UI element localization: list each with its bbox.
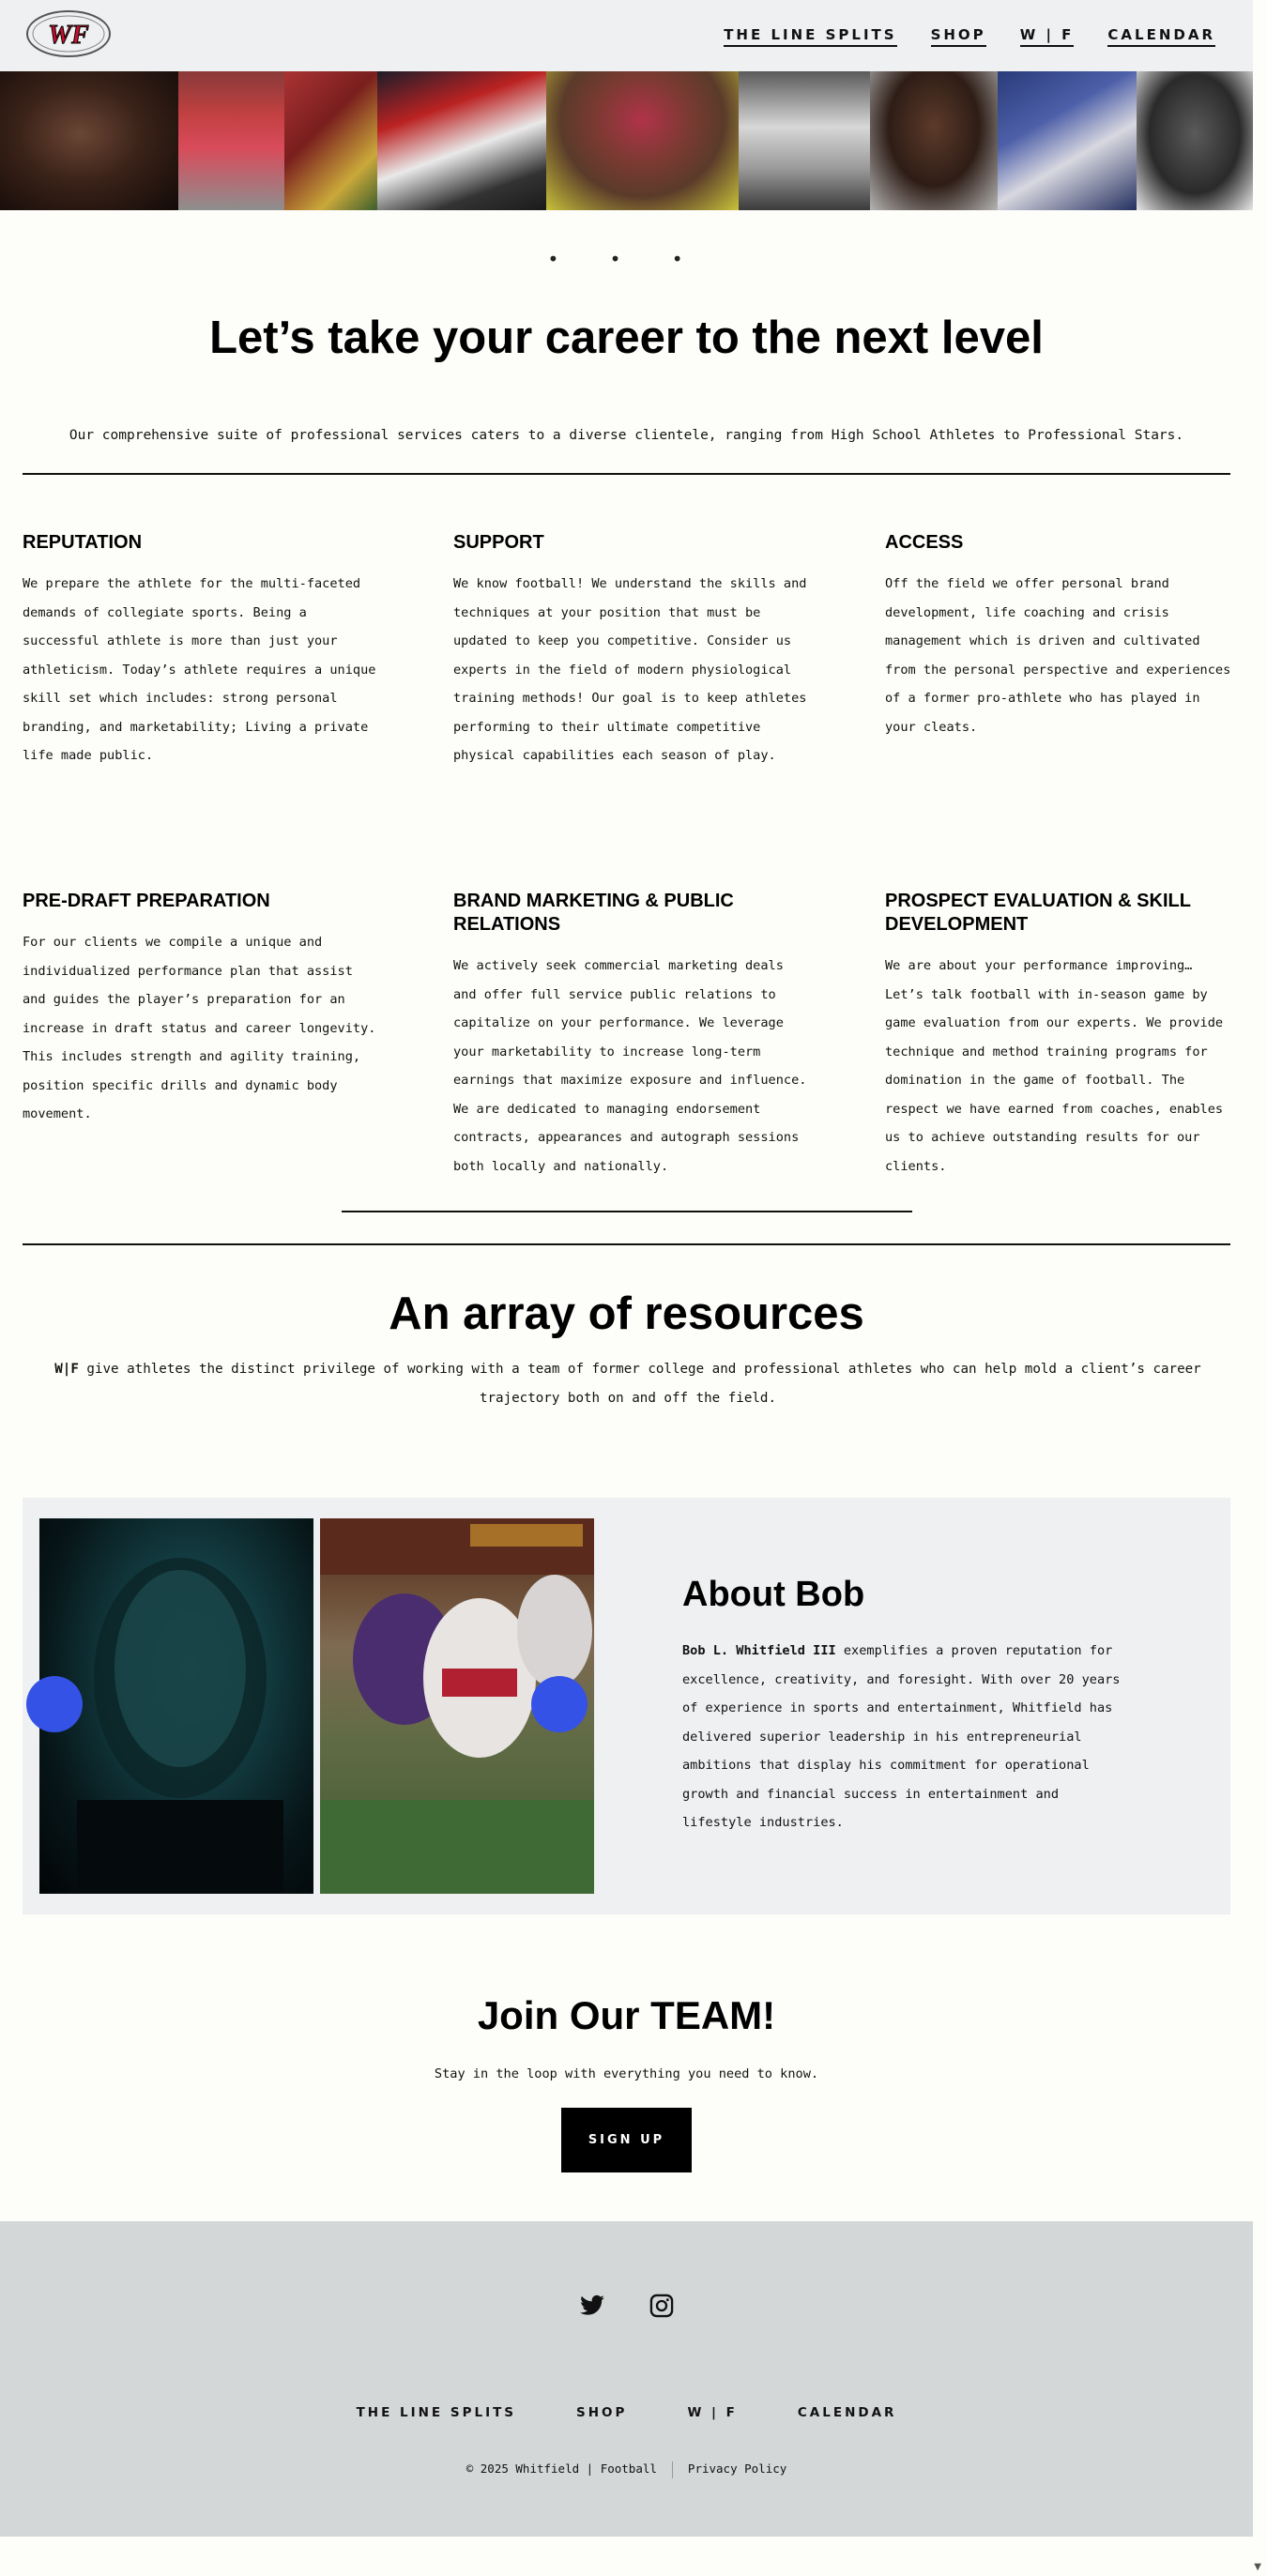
service-title: REPUTATION <box>23 532 143 553</box>
site-footer <box>0 2221 1253 2537</box>
footer-nav-shop[interactable]: SHOP <box>576 2405 628 2420</box>
banner-photo-2 <box>178 71 284 210</box>
divider-short <box>342 1211 912 1212</box>
privacy-policy-link[interactable]: Privacy Policy <box>687 2462 787 2476</box>
service-text: We prepare the athlete for the multi-faceted demands of collegiate sports. Being a successful athlete is more than just your athleticism. Today’s athlete requires a unique skill set which includes: strong personal branding, and marketability; Living a private life made public. <box>23 576 376 763</box>
copyright-text: © 2025 Whitfield | Football <box>466 2462 657 2476</box>
nav-calendar[interactable]: CALENDAR <box>1107 26 1215 47</box>
banner-photo-7 <box>870 71 998 210</box>
service-access <box>885 531 1232 741</box>
nav-line-splits[interactable]: THE LINE SPLITS <box>724 26 896 47</box>
hero-intro: Our comprehensive suite of professional services caters to a diverse clientele, ranging from High School Athletes to Professional Stars. <box>69 428 1184 443</box>
site-header <box>0 0 1253 71</box>
about-title: About Bob <box>682 1575 865 1614</box>
section-dots: • • • <box>547 248 706 270</box>
footer-nav-calendar[interactable]: CALENDAR <box>797 2405 897 2420</box>
hero-title: Let’s take your career to the next level <box>209 312 1044 363</box>
service-support <box>453 531 810 770</box>
scroll-down-icon[interactable]: ▼ <box>1254 2562 1261 2572</box>
instagram-icon[interactable] <box>649 2293 675 2319</box>
service-title: BRAND MARKETING & PUBLIC RELATIONS <box>453 891 734 935</box>
social-links <box>0 2293 1253 2319</box>
twitter-icon[interactable] <box>579 2293 605 2319</box>
player-photo-banner <box>0 71 1253 210</box>
wf-logo[interactable] <box>24 8 113 60</box>
banner-photo-1 <box>0 71 178 210</box>
banner-photo-5 <box>546 71 739 210</box>
service-prospect-evaluation <box>885 890 1232 1181</box>
about-section <box>23 1498 1230 1914</box>
resources-body: give athletes the distinct privilege of working with a team of former college and professional athletes who can help mold a client’s career trajectory both on and off the field. <box>78 1362 1201 1406</box>
service-reputation <box>23 531 379 770</box>
logo-text: WF <box>48 21 89 50</box>
join-subtitle: Stay in the loop with everything you need to know. <box>434 2066 819 2081</box>
resources-text <box>23 1355 1233 1413</box>
service-pre-draft <box>23 890 379 1129</box>
about-body: exemplifies a proven reputation for excellence, creativity, and foresight. With over 20 years of experience in sports and entertainment, Whitfield has delivered superior leadership in his entrepreneurial ambitions that display his commitment for operational growth and financial success in entertainment and lifestyle industries. <box>682 1643 1121 1830</box>
banner-photo-4 <box>377 71 546 210</box>
service-text: Off the field we offer personal brand development, life coaching and crisis management which is driven and cultivated from the personal perspective and experiences of a former pro-athlete who has played in your cleats. <box>885 576 1231 735</box>
footer-nav <box>0 2405 1253 2420</box>
sign-up-button[interactable]: SIGN UP <box>561 2108 692 2172</box>
service-text: We actively seek commercial marketing deals and offer full service public relations to capitalize on your performance. We leverage your marketability to increase long-term earnings that maximize exposure and influence. We are dedicated to managing endorsement contracts, appearances and autograph sessions both locally and nationally. <box>453 958 807 1174</box>
nav-shop[interactable]: SHOP <box>931 26 986 47</box>
carousel-next-button[interactable] <box>531 1676 588 1732</box>
about-text <box>682 1637 1123 1837</box>
service-text: We are about your performance improving… Let’s talk football with in-season game by game evaluation from our experts. We provide technique and method training programs for domination in the game of football. The respect we have earned from coaches, enables us to achieve outstanding results for our clients. <box>885 958 1224 1174</box>
resources-brand: W|F <box>54 1362 79 1377</box>
footer-nav-wf[interactable]: W | F <box>687 2405 738 2420</box>
footer-separator <box>672 2462 673 2478</box>
service-title: SUPPORT <box>453 532 544 553</box>
banner-photo-3 <box>284 71 377 210</box>
about-name: Bob L. Whitfield III <box>682 1643 836 1658</box>
service-title: PROSPECT EVALUATION & SKILL DEVELOPMENT <box>885 891 1191 935</box>
main-nav <box>724 26 1215 47</box>
footer-copyright-row <box>0 2462 1253 2478</box>
join-title: Join Our TEAM! <box>477 1993 776 2037</box>
carousel-prev-button[interactable] <box>26 1676 83 1732</box>
service-text: We know football! We understand the skills and techniques at your position that must be updated to keep you competitive. Consider us experts in the field of modern physiological training methods! Our goal is to keep athletes performing to their ultimate competitive physical capabilities each season of play. <box>453 576 807 763</box>
divider <box>23 473 1230 475</box>
banner-photo-8 <box>998 71 1137 210</box>
service-title: ACCESS <box>885 532 964 553</box>
resources-title: An array of resources <box>389 1288 864 1339</box>
divider <box>23 1243 1230 1245</box>
banner-photo-9 <box>1137 71 1253 210</box>
service-title: PRE-DRAFT PREPARATION <box>23 891 270 911</box>
banner-photo-6 <box>739 71 870 210</box>
service-brand-marketing <box>453 890 810 1181</box>
service-text: For our clients we compile a unique and individualized performance plan that assist and guides the player’s preparation for an increase in draft status and career longevity. This includes strength and agility training, position specific drills and dynamic body movement. <box>23 935 376 1121</box>
footer-nav-line-splits[interactable]: THE LINE SPLITS <box>356 2405 517 2420</box>
nav-wf[interactable]: W | F <box>1020 26 1075 47</box>
